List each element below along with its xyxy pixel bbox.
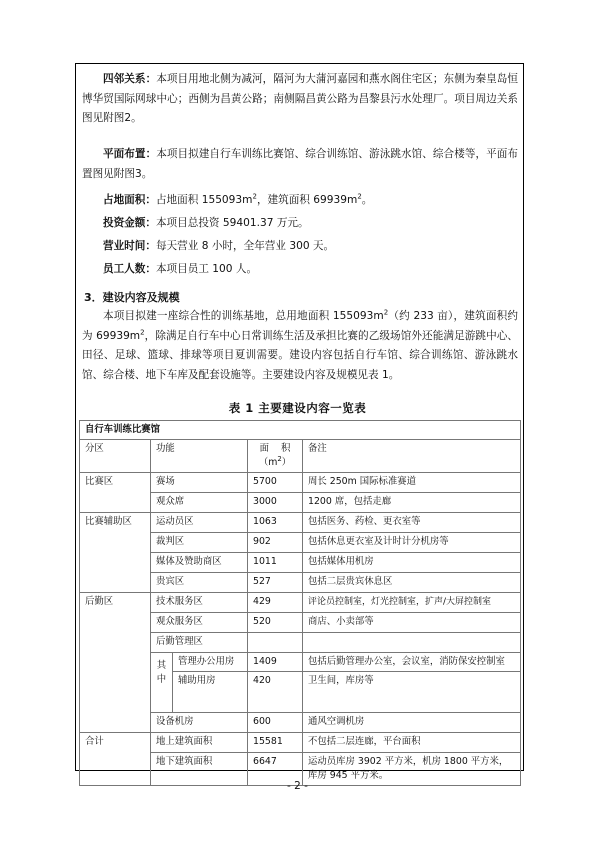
area-sup-2: 2 bbox=[357, 192, 362, 201]
note-cell: 包括二层贵宾休息区 bbox=[303, 573, 521, 593]
section-3-heading: 3．建设内容及规模 bbox=[84, 291, 180, 304]
func-cell: 地下建筑面积 bbox=[151, 753, 248, 786]
neighbors-label: 四邻关系： bbox=[103, 73, 157, 85]
area-text-1: 占地面积 155093m bbox=[155, 194, 253, 206]
func-cell: 设备机房 bbox=[151, 713, 248, 733]
func-cell: 赛场 bbox=[151, 473, 248, 493]
investment-label: 投资金额： bbox=[103, 217, 156, 229]
construction-table bbox=[79, 420, 521, 786]
func-cell: 观众服务区 bbox=[151, 613, 248, 633]
area-cell: 15581 bbox=[248, 733, 303, 753]
neighbors-paragraph bbox=[82, 70, 518, 129]
investment-text: 本项目总投资 59401.37 万元。 bbox=[155, 217, 309, 229]
business-label: 营业时间： bbox=[103, 240, 156, 252]
header-area-unit-sup: 2 bbox=[277, 454, 282, 463]
func-cell: 媒体及赞助商区 bbox=[151, 553, 248, 573]
investment-paragraph bbox=[82, 214, 518, 234]
page-number: - 2 - bbox=[287, 780, 308, 792]
area-label: 占地面积： bbox=[103, 194, 156, 206]
note-cell: 商店、小卖部等 bbox=[303, 613, 521, 633]
table-section-row bbox=[80, 421, 521, 440]
staff-text: 本项目员工 100 人。 bbox=[155, 263, 258, 275]
header-area-label: 面 积 bbox=[259, 443, 291, 454]
header-func: 功能 bbox=[151, 440, 248, 473]
header-area-unit-end: ） bbox=[281, 457, 292, 468]
header-note: 备注 bbox=[303, 440, 521, 473]
table-row bbox=[80, 733, 521, 753]
func-cell: 管理办公用房 bbox=[173, 653, 248, 672]
zone-cell: 比赛辅助区 bbox=[80, 513, 151, 593]
area-cell: 600 bbox=[248, 713, 303, 733]
header-zone: 分区 bbox=[80, 440, 151, 473]
area-cell bbox=[248, 633, 303, 653]
func-cell: 裁判区 bbox=[151, 533, 248, 553]
table-header-row bbox=[80, 440, 521, 473]
note-cell: 周长 250m 国际标准赛道 bbox=[303, 473, 521, 493]
table-row bbox=[80, 513, 521, 533]
table-row bbox=[80, 473, 521, 493]
area-paragraph bbox=[82, 191, 518, 211]
section-3-sup-1: 2 bbox=[383, 308, 389, 317]
area-text-2: ，建筑面积 69939m bbox=[256, 194, 358, 206]
area-cell: 6647 bbox=[248, 753, 303, 786]
header-area bbox=[248, 440, 303, 473]
area-cell: 1063 bbox=[248, 513, 303, 533]
area-cell: 902 bbox=[248, 533, 303, 553]
note-cell bbox=[303, 633, 521, 653]
func-cell: 地上建筑面积 bbox=[151, 733, 248, 753]
note-cell: 包括医务、药检、更衣室等 bbox=[303, 513, 521, 533]
area-cell: 429 bbox=[248, 593, 303, 613]
area-cell: 3000 bbox=[248, 493, 303, 513]
note-cell: 评论员控制室，灯光控制室，扩声/大屏控制室 bbox=[303, 593, 521, 613]
note-cell: 包括休息更衣室及计时计分机房等 bbox=[303, 533, 521, 553]
area-cell: 520 bbox=[248, 613, 303, 633]
neighbors-text: 本项目用地北侧为减河，隔河为大蒲河嘉园和燕水阁住宅区；东侧为秦皇岛恒博华贸国际网球中心；西侧为昌黄公路；南侧隔昌黄公路为昌黎县污水处理厂。项目周边关系图见附图2。 bbox=[82, 73, 519, 124]
area-cell: 1409 bbox=[248, 653, 303, 672]
table-caption: 表 1 主要建设内容一览表 bbox=[228, 401, 367, 415]
area-cell: 420 bbox=[248, 672, 303, 713]
table-section-title: 自行车训练比赛馆 bbox=[80, 421, 521, 440]
note-cell: 包括媒体用机房 bbox=[303, 553, 521, 573]
section-3-text-1: 本项目拟建一座综合性的训练基地，总用地面积 155093m bbox=[103, 310, 384, 322]
zone-cell: 后勤区 bbox=[80, 593, 151, 733]
area-text-3: 。 bbox=[361, 194, 373, 206]
area-cell: 5700 bbox=[248, 473, 303, 493]
func-cell: 运动员区 bbox=[151, 513, 248, 533]
business-paragraph bbox=[82, 237, 518, 257]
layout-text: 本项目拟建自行车训练比赛馆、综合训练馆、游泳跳水馆、综合楼等，平面布置图见附图3。 bbox=[82, 148, 519, 180]
layout-label: 平面布置： bbox=[103, 148, 157, 160]
staff-paragraph bbox=[82, 260, 518, 280]
section-3-text-2: （约 233 亩），建筑面积约为 69939m bbox=[82, 310, 518, 342]
section-3-paragraph bbox=[82, 307, 518, 385]
staff-label: 员工人数： bbox=[103, 263, 156, 275]
func-cell: 技术服务区 bbox=[151, 593, 248, 613]
zone-cell: 合计 bbox=[80, 733, 151, 786]
func-cell: 贵宾区 bbox=[151, 573, 248, 593]
qi-zhong-cell: 其中 bbox=[151, 653, 173, 713]
func-cell: 后勤管理区 bbox=[151, 633, 248, 653]
business-text: 每天营业 8 小时，全年营业 300 天。 bbox=[155, 240, 335, 252]
note-cell: 卫生间，库房等 bbox=[303, 672, 521, 713]
note-cell: 不包括二层连廊，平台面积 bbox=[303, 733, 521, 753]
section-3-text-3: ，除满足自行车中心日常训练生活及承担比赛的乙级场馆外还能满足游跳中心、田径、足球、篮球、排球等项目夏训需要。建设内容包括自行车馆、综合训练馆、游泳跳水馆、综合楼、地下车库及配套设施等。主要建设内容及规模见表 1。 bbox=[82, 329, 519, 381]
note-cell: 1200 席，包括走廊 bbox=[303, 493, 521, 513]
area-cell: 527 bbox=[248, 573, 303, 593]
note-cell: 运动员库房 3902 平方米，机房 1800 平方米，库房 945 平方米。 bbox=[303, 753, 521, 786]
func-cell: 辅助用房 bbox=[173, 672, 248, 713]
area-cell: 1011 bbox=[248, 553, 303, 573]
area-sup-1: 2 bbox=[252, 192, 257, 201]
header-area-unit: （m bbox=[258, 457, 278, 468]
func-cell: 观众席 bbox=[151, 493, 248, 513]
layout-paragraph bbox=[82, 145, 518, 184]
zone-cell: 比赛区 bbox=[80, 473, 151, 513]
section-3-sup-2: 2 bbox=[140, 327, 145, 336]
note-cell: 通风空调机房 bbox=[303, 713, 521, 733]
table-row bbox=[80, 593, 521, 613]
note-cell: 包括后勤管理办公室，会议室，消防保安控制室 bbox=[303, 653, 521, 672]
